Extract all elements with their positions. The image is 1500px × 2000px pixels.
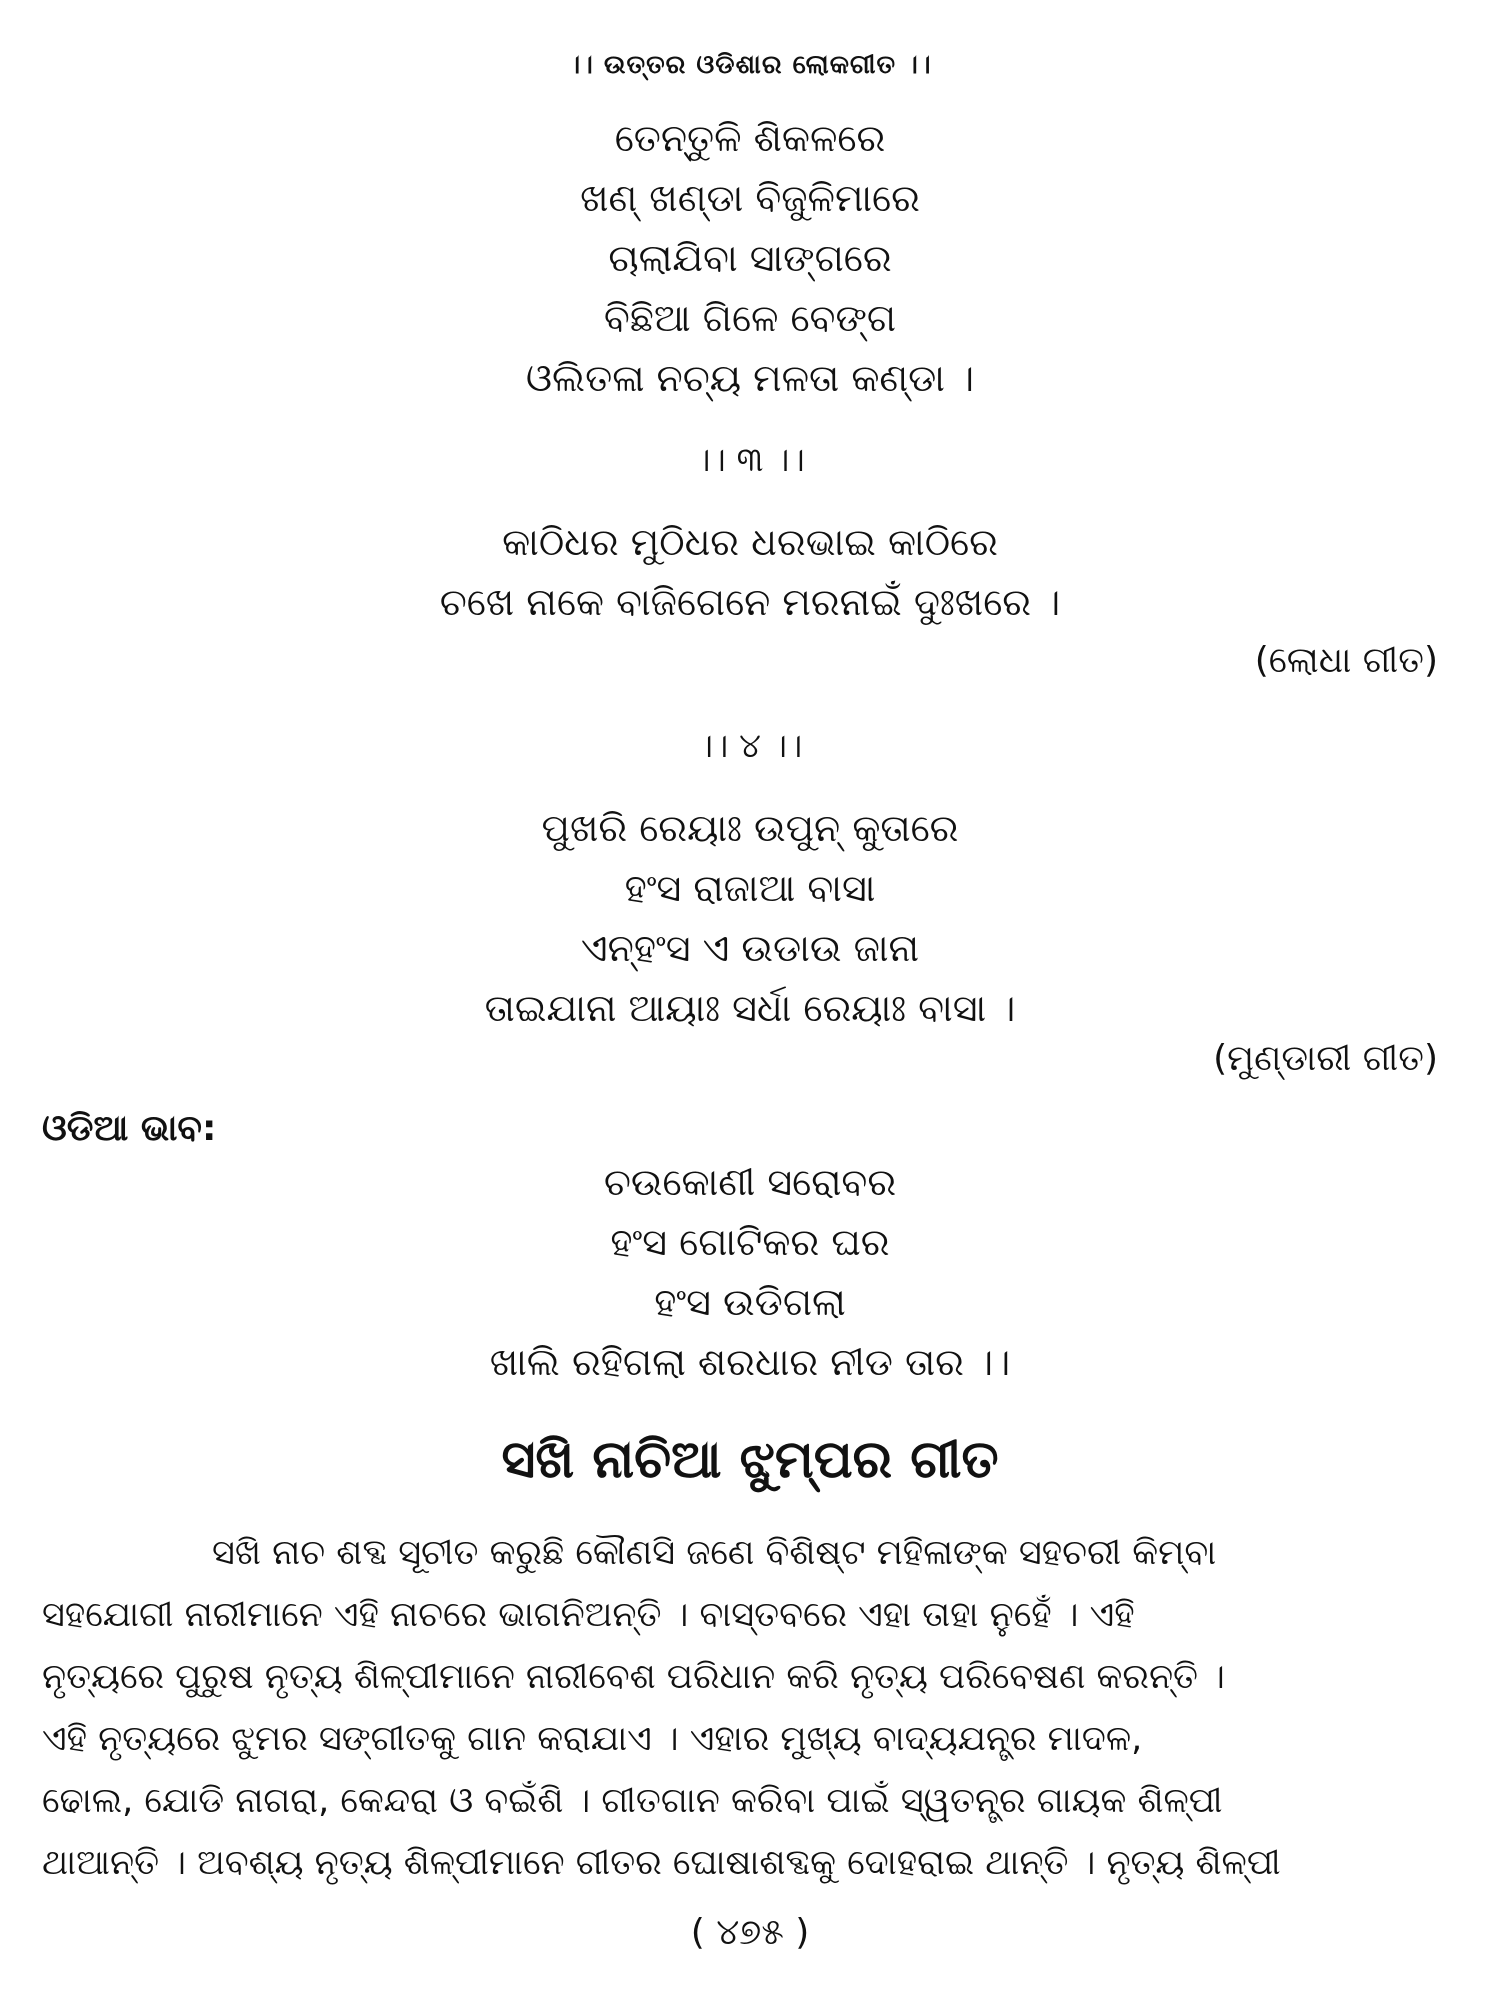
odia-bhava-block (0, 1152, 1500, 1392)
poem-line: ଖାଲି ରହିଗଲା ଶରଧାର ନୀଡ ତାର ।। (489, 1340, 1011, 1384)
poem-line: ତାଇଯାନା ଆୟାଃ ସର୍ଧା ରେୟାଃ ବାସା । (484, 986, 1016, 1030)
paragraph-line: ଢୋଲ, ଯୋଡି ନାଗରା, କେନ୍ଦରା ଓ ବଇଁଶି । ଗୀତଗାନ କରିବା ପାଇଁ ସ୍ୱତନ୍ତ୍ର ଗାୟକ ଶିଳ୍ପୀ (42, 1781, 1223, 1821)
running-title: ।। ଉତ୍ତର ଓଡିଶାର ଲୋକଗୀତ ।। (568, 50, 932, 80)
poem-line: ଚଖେ ନାକେ ବାଜିଗେନେ ମରନାଇଁ ଦୁଃଖରେ । (439, 580, 1061, 624)
verse-3-block (0, 512, 1500, 632)
poem-line: ହଂସ ରାଜାଆ ବାସା (624, 866, 876, 910)
poem-line: ହଂସ ଉଡିଗଲା (654, 1280, 846, 1324)
odia-bhava-label: ଓଡିଆ ଭାବ: (42, 1108, 217, 1149)
attribution-mundari: (ମୁଣ୍ଡାରୀ ଗୀତ) (1213, 1038, 1438, 1079)
paragraph-line: ନୃତ୍ୟରେ ପୁରୁଷ ନୃତ୍ୟ ଶିଳ୍ପୀମାନେ ନାରୀବେଶ ପରିଧାନ କରି ନୃତ୍ୟ ପରିବେଷଣ କରନ୍ତି । (42, 1657, 1225, 1697)
paragraph-line: ସହଯୋଗୀ ନାରୀମାନେ ଏହି ନାଚରେ ଭାଗନିଅନ୍ତି । ବାସ୍ତବରେ ଏହା ତାହା ନୁହେଁ । ଏହି (42, 1595, 1135, 1635)
poem-line: କାଠିଧର ମୁଠିଧର ଧରଭାଇ କାଠିରେ (502, 520, 998, 564)
poem-line: ହଂସ ଗୋଟିକର ଘର (610, 1220, 890, 1264)
poem-line: ଓଲିତଳା ନଚ୍ୟ ମଳତା କଣ୍ଡା । (525, 356, 975, 400)
poem-line: ତେନ୍ତୁଳି ଶିକଳରେ (614, 116, 886, 160)
section-heading: ସଖି ନାଚିଆ ଝୁମ୍ପର ଗୀତ (501, 1430, 999, 1490)
poem-line: ଚାଲାଯିବା ସାଙ୍ଗରେ (608, 236, 892, 280)
verse-marker-4: ।। ୪ ।। (697, 726, 803, 766)
verse-4-block (0, 798, 1500, 1038)
poem-block-1 (0, 108, 1500, 408)
poem-line: ବିଛିଆ ଗିଳେ ବେଙ୍ଗ (603, 296, 897, 340)
page-number: ( ୪୭୫ ) (690, 1912, 810, 1953)
poem-line: ଏନ୍‌ହଂସ ଏ ଉଡାଉ ଜାନା (580, 926, 920, 970)
poem-line: ପୁଖରି ରେୟାଃ ଉପୁନ୍ କୁତାରେ (541, 806, 959, 850)
attribution-lodha: (ଲୋଧା ଗୀତ) (1254, 640, 1438, 681)
poem-line: ଖଣ୍ ଖଣ୍ଡା ବିଜୁଳିମାରେ (580, 176, 920, 220)
paragraph-line: ଏହି ନୃତ୍ୟରେ ଝୁମର ସଙ୍ଗୀତକୁ ଗାନ କରାଯାଏ । ଏହାର ମୁଖ୍ୟ ବାଦ୍ୟଯନ୍ତ୍ର ମାଦଳ, (42, 1719, 1143, 1759)
paragraph-line: ସଖି ନାଚ ଶବ୍ଦ ସୂଚୀତ କରୁଛି କୌଣସି ଜଣେ ବିଶିଷ୍ଟ ମହିଳାଙ୍କ ସହଚରୀ କିମ୍ବା (212, 1533, 1217, 1573)
paragraph-line: ଥାଆନ୍ତି । ଅବଶ୍ୟ ନୃତ୍ୟ ଶିଳ୍ପୀମାନେ ଗୀତର ଘୋଷାଶବ୍ଦକୁ ଦୋହରାଇ ଥାନ୍ତି । ନୃତ୍ୟ ଶିଳ୍ପୀ (42, 1843, 1281, 1883)
verse-marker-3: ।। ୩ ।। (695, 440, 805, 480)
poem-line: ଚଉକୋଣୀ ସରୋବର (603, 1160, 897, 1204)
body-paragraph (42, 1522, 1458, 1894)
